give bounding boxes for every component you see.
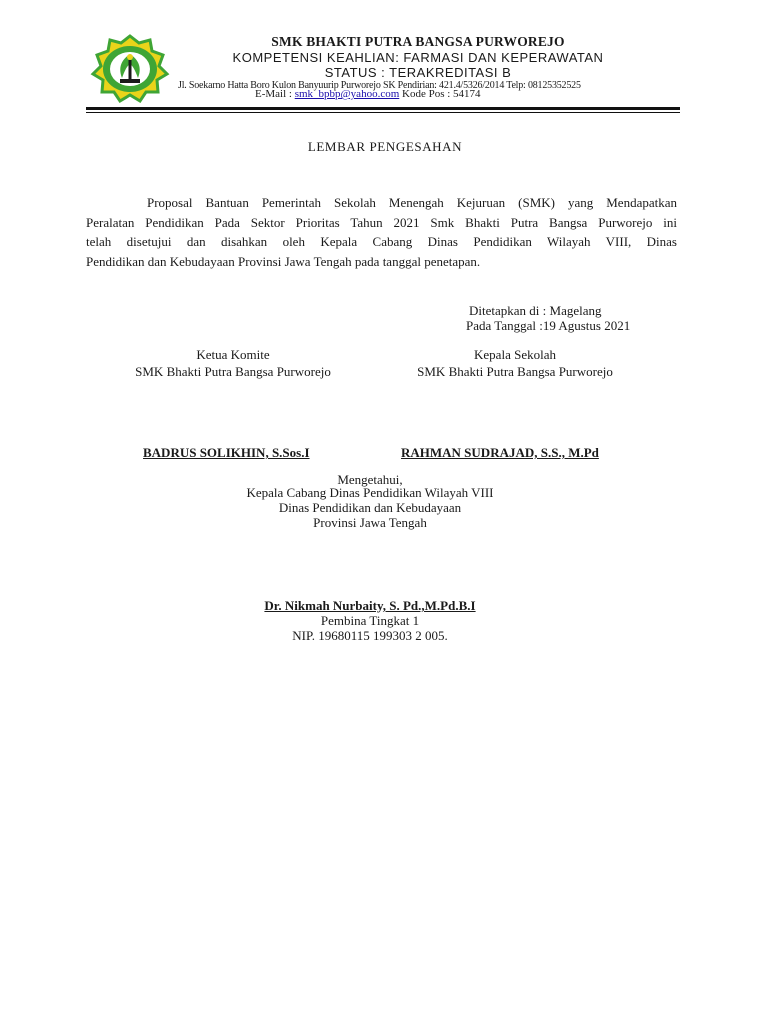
kompetensi-keahlian: KOMPETENSI KEAHLIAN: FARMASI DAN KEPERAWATAN xyxy=(232,50,604,65)
accreditation-status: STATUS : TERAKREDITASI B xyxy=(324,65,512,80)
komite-org: SMK Bhakti Putra Bangsa Purworejo xyxy=(135,364,331,379)
school-address: Jl. Soekarno Hatta Boro Kulon Banyuurip Purworejo SK Pendirian: 421.4/5326/2014 Telp: 08125352525 xyxy=(178,80,581,91)
document-title: LEMBAR PENGESAHAN xyxy=(307,139,463,154)
head-official-rank: Pembina Tingkat 1 xyxy=(320,613,420,628)
header-divider-thick xyxy=(86,107,680,110)
mengetahui-label: Mengetahui, xyxy=(337,472,403,487)
contact-line xyxy=(255,88,481,100)
date-of-issue: Pada Tanggal :19 Agustus 2021 xyxy=(466,318,631,333)
head-official-name: Dr. Nikmah Nurbaity, S. Pd.,M.Pd.B.I xyxy=(264,598,476,613)
body-line: Pendidikan dan Kebudayaan Provinsi Jawa Tengah pada tanggal penetapan. xyxy=(86,253,481,269)
kepsek-role: Kepala Sekolah xyxy=(474,347,556,362)
email-label: E-Mail : xyxy=(255,88,292,100)
place-of-issue: Ditetapkan di : Magelang xyxy=(469,303,602,318)
mengetahui-province: Provinsi Jawa Tengah xyxy=(313,515,427,530)
komite-name: BADRUS SOLIKHIN, S.Sos.I xyxy=(143,445,310,460)
body-paragraph xyxy=(86,193,677,271)
postcode: Kode Pos : 54174 xyxy=(402,88,481,100)
header-divider-thin xyxy=(86,112,680,113)
mengetahui-position: Kepala Cabang Dinas Pendidikan Wilayah VIII xyxy=(246,485,494,500)
komite-role: Ketua Komite xyxy=(196,347,270,362)
school-name: SMK BHAKTI PUTRA BANGSA PURWOREJO xyxy=(271,34,565,49)
body-line: Proposal Bantuan Pemerintah Sekolah Menengah Kejuruan (SMK) yang Mendapatkan xyxy=(147,195,677,210)
kepsek-org: SMK Bhakti Putra Bangsa Purworejo xyxy=(417,364,613,379)
body-line: Peralatan Pendidikan Pada Sektor Prioritas Tahun 2021 Smk Bhakti Putra Bangsa Purworejo ini xyxy=(86,214,677,230)
body-line: telah disetujui dan disahkan oleh Kepala Cabang Dinas Pendidikan Wilayah VIII, Dinas xyxy=(86,234,677,249)
email-link[interactable]: smk_bpbp@yahoo.com xyxy=(294,88,400,100)
head-official-nip: NIP. 19680115 199303 2 005. xyxy=(292,628,448,643)
school-emblem-icon xyxy=(88,34,172,104)
kepsek-name: RAHMAN SUDRAJAD, S.S., M.Pd xyxy=(401,445,599,460)
mengetahui-agency: Dinas Pendidikan dan Kebudayaan xyxy=(278,500,462,515)
